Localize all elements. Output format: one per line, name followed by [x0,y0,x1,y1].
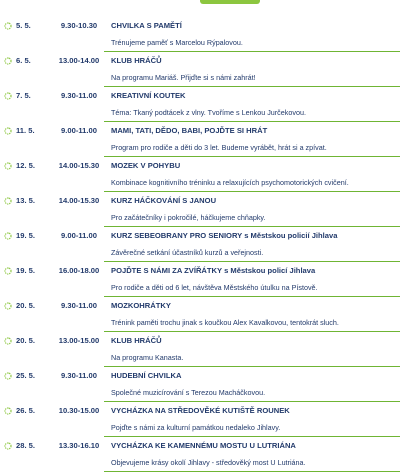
event-title: KURZ HÁČKOVÁNÍ S JANOU [111,196,217,205]
event-title: KURZ SEBEOBRANY PRO SENIORY s Městskou policií Jihlava [111,231,338,240]
event-date: 19. 5. [16,231,35,240]
event-list [0,16,400,471]
event-time: 9.00-11.00 [61,231,97,240]
event-item [0,261,400,296]
event-time: 10.30-15.00 [58,406,100,415]
event-item [0,366,400,401]
event-time: 9.30-11.00 [61,371,97,380]
circle-arrow-icon [4,22,12,30]
event-date: 13. 5. [16,196,35,205]
event-description: Pro začátečníky i pokročilé, háčkujeme chňapky. [104,211,400,227]
circle-arrow-icon [4,197,12,205]
event-description: Společné muzicírování s Terezou Macháčkovou. [104,386,400,402]
event-item [0,121,400,156]
event-time: 13.00-15.00 [58,336,100,345]
event-item [0,191,400,226]
event-description: Kombinace kognitivního tréninku a relaxujících psychomotorických cvičení. [104,176,400,192]
event-title: VYCHÁZKA KE KAMENNÉMU MOSTU U LUTRIÁNA [111,441,296,450]
event-item [0,436,400,471]
event-item [0,401,400,436]
event-date: 20. 5. [16,301,35,310]
event-time: 14.00-15.30 [58,196,100,205]
event-description: Trénujeme paměť s Marcelou Rýpalovou. [104,36,400,52]
header-strip [0,0,400,6]
event-time: 16.00-18.00 [58,266,100,275]
event-description: Závěrečné setkání účastníků kurzů a veřejnosti. [104,246,400,262]
event-time: 9.30-10.30 [60,21,98,30]
circle-arrow-icon [4,302,12,310]
circle-arrow-icon [4,92,12,100]
event-description: Program pro rodiče a děti do 3 let. Budeme vyrábět, hrát si a zpívat. [104,141,400,157]
event-date: 26. 5. [16,406,35,415]
event-item [0,296,400,331]
event-description: Pojďte s námi za kulturní památkou nedaleko Jihlavy. [104,421,400,437]
event-date: 20. 5. [16,336,35,345]
circle-arrow-icon [4,267,12,275]
event-time: 9.30-11.00 [61,301,97,310]
event-date: 5. 5. [16,21,31,30]
event-time: 13.00-14.00 [58,56,100,65]
event-description: Objevujeme krásy okolí Jihlavy - středověký most U Lutriána. [104,456,400,472]
event-description: Na programu Kanasta. [104,351,400,367]
event-date: 12. 5. [16,161,35,170]
event-description: Téma: Tkaný podtácek z vlny. Tvoříme s Lenkou Jurčekovou. [104,106,400,122]
event-date: 11. 5. [16,126,35,135]
event-title: MOZKOHRÁTKY [111,301,171,310]
event-title: KLUB HRÁČŮ [111,336,162,345]
event-description: Trénink paměti trochu jinak s koučkou Alex Kavalkovou, tentokrát sluch. [104,316,400,332]
event-time: 14.00-15.30 [58,161,100,170]
circle-arrow-icon [4,407,12,415]
circle-arrow-icon [4,162,12,170]
event-title: HUDEBNÍ CHVILKA [111,371,182,380]
circle-arrow-icon [4,232,12,240]
event-item [0,16,400,51]
event-time: 9.30-11.00 [61,91,97,100]
circle-arrow-icon [4,442,12,450]
event-title: KREATIVNÍ KOUTEK [111,91,186,100]
event-date: 25. 5. [16,371,35,380]
circle-arrow-icon [4,127,12,135]
event-title: VYCHÁZKA NA STŘEDOVĚKÉ KUTIŠTĚ ROUNEK [111,406,290,415]
event-description: Pro rodiče a děti od 6 let, návštěva Městského útulku na Pístově. [104,281,400,297]
event-time: 13.30-16.10 [58,441,100,450]
event-item [0,156,400,191]
event-title: KLUB HRÁČŮ [111,56,162,65]
event-item [0,86,400,121]
event-title: CHVILKA S PAMĚTÍ [111,21,182,30]
event-date: 7. 5. [16,91,31,100]
event-title: MOZEK V POHYBU [111,161,181,170]
event-title: MAMI, TATI, DĚDO, BABI, POJĎTE SI HRÁT [111,126,268,135]
header-accent-bar [200,0,260,4]
event-description: Na programu Mariáš. Přijďte si s námi zahrát! [104,71,400,87]
circle-arrow-icon [4,372,12,380]
circle-arrow-icon [4,337,12,345]
event-item [0,331,400,366]
event-item [0,51,400,86]
event-item [0,226,400,261]
event-date: 6. 5. [16,56,31,65]
event-time: 9.00-11.00 [61,126,97,135]
circle-arrow-icon [4,57,12,65]
event-date: 19. 5. [16,266,35,275]
event-title: POJĎTE S NÁMI ZA ZVÍŘÁTKY s Městskou policí Jihlava [111,266,316,275]
event-date: 28. 5. [16,441,35,450]
